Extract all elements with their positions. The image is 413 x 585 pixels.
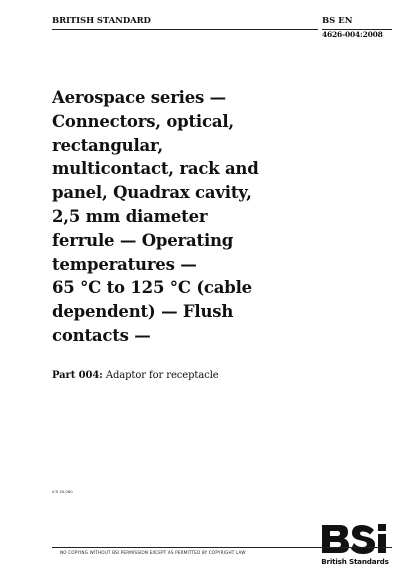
title-line: Connectors, optical,: [52, 111, 234, 131]
header-left-rule: [52, 29, 318, 30]
part-number: Part 004:: [52, 370, 103, 381]
title-line: temperatures —: [52, 254, 197, 274]
standard-prefix: BS EN: [322, 16, 353, 26]
title-line: dependent) — Flush: [52, 302, 234, 322]
standard-type-label: BRITISH STANDARD: [52, 16, 151, 26]
ics-code: ICS 49.060: [52, 489, 73, 494]
bsi-logo-mark: [318, 521, 392, 557]
bsi-logo-icon: [318, 521, 392, 577]
title-line: multicontact, rack and: [52, 159, 259, 179]
title-line: rectangular,: [52, 135, 163, 155]
title-line: ferrule — Operating: [52, 230, 234, 250]
title-line: 2,5 mm diameter: [52, 206, 208, 226]
title-line: Aerospace series —: [52, 88, 226, 107]
document-title: [52, 86, 352, 348]
part-subtitle: [52, 369, 219, 382]
part-description: Adaptor for receptacle: [102, 370, 219, 381]
header-right: [322, 15, 392, 39]
title-line: 65 °C to 125 °C (cable: [52, 278, 252, 298]
footer-rule: [52, 547, 392, 548]
title-line: contacts —: [52, 325, 151, 345]
logo-caption: British Standards: [321, 557, 389, 566]
standard-number: 4626-004:2008: [322, 30, 383, 39]
title-line: panel, Quadrax cavity,: [52, 183, 252, 203]
copyright-notice: NO COPYING WITHOUT BSI PERMISSION EXCEPT AS PERMITTED BY COPYRIGHT LAW: [60, 550, 246, 555]
header-left: [52, 15, 318, 30]
